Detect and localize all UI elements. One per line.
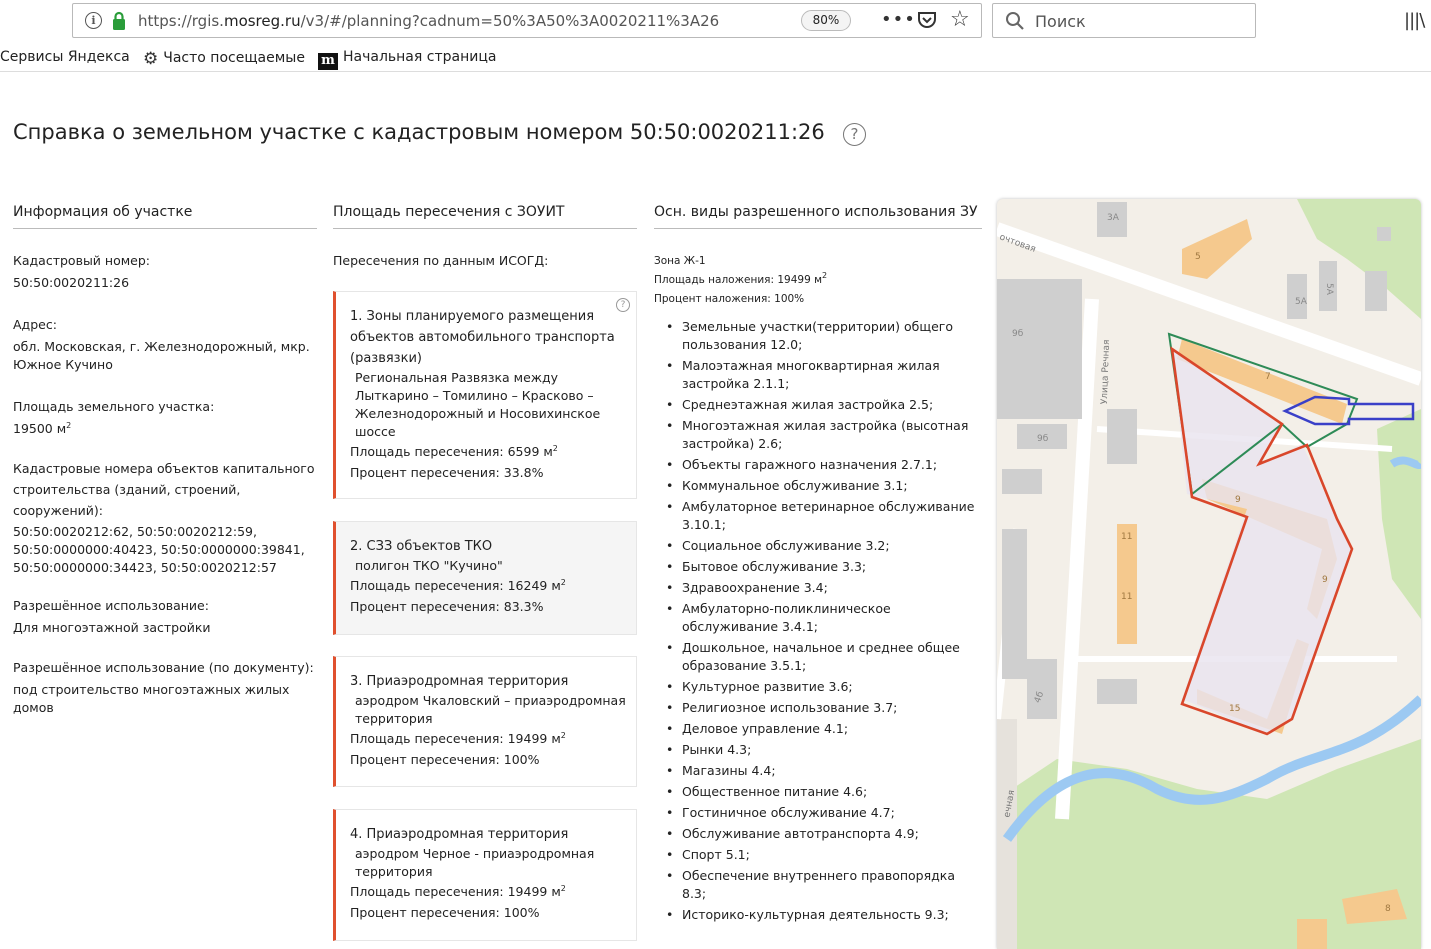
use-label: Разрешённое использование: — [13, 598, 209, 613]
map-label: 9б — [1012, 329, 1024, 339]
list-item: • Рынки 4.3; — [666, 741, 982, 759]
info-area — [13, 398, 323, 438]
green-area — [1297, 199, 1421, 319]
map-label: 3А — [1107, 213, 1119, 223]
intersect-card[interactable] — [333, 521, 637, 635]
bookmark-label: Начальная страница — [343, 49, 497, 65]
doc-label: Разрешённое использование (по документу): — [13, 660, 314, 675]
building — [1297, 919, 1327, 949]
card-pct: Процент пересечения: 83.3% — [350, 599, 544, 614]
m-logo-icon: m — [318, 53, 338, 70]
green-area — [1377, 409, 1421, 619]
card-pct: Процент пересечения: 100% — [350, 905, 540, 920]
lock-icon[interactable] — [111, 11, 127, 31]
card-area — [350, 575, 626, 596]
zone-area — [654, 271, 827, 290]
card-desc: Региональная Развязка между Лыткарино – Томилино – Красково – Железнодорожный и Носовихинское шоссе — [355, 370, 601, 439]
map-label: 7 — [1265, 372, 1271, 382]
pocket-icon[interactable] — [917, 10, 937, 30]
help-icon[interactable]: ? — [843, 123, 866, 146]
zone-area-sup: 2 — [822, 271, 828, 280]
list-item: • Спорт 5.1; — [666, 846, 982, 864]
use-value: Для многоэтажной застройки — [13, 620, 211, 635]
card-desc: аэродром Черное - приаэродромная территория — [355, 846, 595, 879]
building — [1107, 409, 1137, 464]
zoom-badge[interactable]: 80% — [801, 10, 851, 31]
addr-value: обл. Московская, г. Железнодорожный, мкр. Южное Кучино — [13, 339, 310, 372]
area-sup: 2 — [66, 421, 72, 430]
building — [1365, 271, 1387, 311]
zone-name: Зона Ж-1 — [654, 255, 706, 267]
intersect-card[interactable] — [333, 809, 637, 941]
bookmark-frequent[interactable] — [143, 49, 305, 69]
info-icon[interactable]: i — [85, 12, 102, 29]
list-item: • Объекты гаражного назначения 2.7.1; — [666, 456, 982, 474]
map-canvas[interactable] — [997, 199, 1421, 949]
cad-label: Кадастровый номер: — [13, 253, 150, 268]
building — [1027, 659, 1057, 719]
card-area-sup: 2 — [560, 578, 566, 587]
list-item: • Малоэтажная многоквартирная жилая застройка 2.1.1; — [666, 357, 982, 393]
info-use — [13, 597, 323, 637]
card-area-text: Площадь пересечения: 19499 м — [350, 884, 561, 899]
oks-value: 50:50:0020212:62, 50:50:0020212:59, 50:50:0000000:40423, 50:50:0000000:39841, 50:50:0000000:34423, 50:50:0020212:57 — [13, 524, 305, 575]
building — [997, 279, 1082, 419]
card-desc: полигон ТКО "Кучино" — [355, 558, 503, 573]
info-oks — [13, 458, 323, 577]
list-item: • Бытовое обслуживание 3.3; — [666, 558, 982, 576]
card-area-sup: 2 — [560, 884, 566, 893]
list-item: • Социальное обслуживание 3.2; — [666, 537, 982, 555]
street-label: очтовая — [997, 232, 1037, 255]
list-item: • Земельные участки(территории) общего пользования 12.0; — [666, 318, 982, 354]
list-item: • Коммунальное обслуживание 3.1; — [666, 477, 982, 495]
info-addr — [13, 316, 323, 374]
more-actions-icon[interactable]: ••• — [881, 9, 916, 30]
map-label: 8 — [1385, 904, 1391, 914]
card-area — [350, 441, 626, 462]
list-item: • Обслуживание автотранспорта 4.9; — [666, 825, 982, 843]
building — [1182, 219, 1252, 279]
map-label: 9 — [1235, 495, 1241, 505]
oks-label: Кадастровые номера объектов капитального строительства (зданий, строений, сооружений): — [13, 461, 315, 518]
intersect-card[interactable] — [333, 656, 637, 787]
cad-value: 50:50:0020211:26 — [13, 275, 130, 290]
intersect-card[interactable] — [333, 291, 637, 499]
card-pct: Процент пересечения: 100% — [350, 752, 540, 767]
map-label: 9 — [1322, 575, 1328, 585]
card-area — [350, 728, 626, 749]
card-area-text: Площадь пересечения: 19499 м — [350, 731, 561, 746]
info-cad — [13, 252, 323, 292]
building — [1002, 469, 1042, 494]
building — [1097, 679, 1137, 704]
zone-pct: Процент наложения: 100% — [654, 293, 805, 305]
card-area-text: Площадь пересечения: 6599 м — [350, 444, 553, 459]
search-placeholder: Поиск — [1035, 12, 1086, 31]
card-title: 3. Приаэродромная территория — [350, 674, 569, 689]
info-doc — [13, 659, 323, 717]
card-area-sup: 2 — [552, 444, 558, 453]
list-item: • Среднеэтажная жилая застройка 2.5; — [666, 396, 982, 414]
gear-icon: ⚙ — [143, 49, 159, 69]
list-item: • Культурное развитие 3.6; — [666, 678, 982, 696]
list-item: • Дошкольное, начальное и среднее общее образование 3.5.1; — [666, 639, 982, 675]
list-item: • Амбулаторно-поликлиническое обслуживание 3.4.1; — [666, 600, 982, 636]
intersect-header: Площадь пересечения с ЗОУИТ — [333, 204, 637, 229]
map-label: 5 — [1195, 252, 1201, 262]
bookmark-yandex[interactable] — [0, 49, 130, 65]
list-item: • Гостиничное обслуживание 4.7; — [666, 804, 982, 822]
search-icon — [1005, 11, 1025, 31]
list-item: • Здравоохранение 3.4; — [666, 579, 982, 597]
uses-header: Осн. виды разрешенного использования ЗУ — [654, 204, 982, 229]
pointer-arrow — [1285, 397, 1413, 424]
map-label: 11 — [1121, 532, 1133, 542]
card-pct: Процент пересечения: 33.8% — [350, 465, 544, 480]
map-label: 11 — [1121, 592, 1133, 602]
area-value — [13, 420, 323, 438]
zone-info — [654, 252, 827, 309]
street-label: ечная — [1002, 789, 1018, 819]
parcel-info — [13, 252, 323, 737]
list-item: • Религиозное использование 3.7; — [666, 699, 982, 717]
list-item: • Общественное питание 4.6; — [666, 783, 982, 801]
bookmarks-bar — [0, 44, 1431, 72]
building — [1002, 529, 1027, 679]
building — [1377, 227, 1391, 241]
area-label: Площадь земельного участка: — [13, 399, 215, 414]
url-text[interactable] — [138, 12, 719, 30]
list-item: • Амбулаторное ветеринарное обслуживание 3.10.1; — [666, 498, 982, 534]
list-item: • Многоэтажная жилая застройка (высотная застройка) 2.6; — [666, 417, 982, 453]
isogd-label: Пересечения по данным ИСОГД: — [333, 253, 549, 268]
library-icon[interactable]: |||\ — [1404, 10, 1425, 31]
bookmark-home[interactable] — [318, 49, 496, 70]
map-label: 9б — [1037, 434, 1049, 444]
card-desc: аэродром Чкаловский – приаэродромная территория — [355, 693, 626, 726]
card-help-icon[interactable]: ? — [616, 298, 630, 312]
page-title: Справка о земельном участке с кадастровым номером 50:50:0020211:26 — [13, 120, 825, 144]
info-header: Информация об участке — [13, 204, 317, 229]
list-item: • Деловое управление 4.1; — [666, 720, 982, 738]
parcel-map[interactable] — [997, 199, 1421, 949]
zone-area-text: Площадь наложения: 19499 м — [654, 274, 823, 286]
map-label: 5А — [1324, 283, 1334, 295]
list-item: • Магазины 4.4; — [666, 762, 982, 780]
map-label: 4б — [1032, 690, 1047, 705]
card-area — [350, 881, 626, 902]
building — [1117, 524, 1137, 644]
url-domain: mosreg.ru — [223, 12, 301, 30]
bookmark-label: Часто посещаемые — [163, 50, 305, 66]
uses-list — [666, 318, 982, 927]
area-number: 19500 м — [13, 421, 67, 436]
map-label: 5А — [1295, 297, 1307, 307]
list-item: • Обеспечение внутреннего правопорядка 8.3; — [666, 867, 982, 903]
street-label: Улица Речная — [1099, 339, 1113, 405]
search-bar[interactable] — [992, 3, 1256, 38]
url-rest: /v3/#/planning?cadnum=50%3A50%3A0020211%3A26 — [300, 12, 720, 30]
bookmark-star-icon[interactable]: ☆ — [950, 7, 970, 32]
card-title: 2. СЗЗ объектов ТКО — [350, 539, 493, 554]
river — [1392, 460, 1421, 465]
addr-label: Адрес: — [13, 317, 57, 332]
list-item: • Историко-культурная деятельность 9.3; — [666, 906, 982, 924]
url-prefix: https://rgis. — [138, 12, 224, 30]
url-bar[interactable] — [72, 3, 982, 38]
card-title: 1. Зоны планируемого размещения объектов автомобильного транспорта (развязки) — [350, 309, 615, 366]
card-area-text: Площадь пересечения: 16249 м — [350, 578, 561, 593]
card-area-sup: 2 — [560, 731, 566, 740]
doc-value: под строительство многоэтажных жилых домов — [13, 682, 290, 715]
card-title: 4. Приаэродромная территория — [350, 827, 569, 842]
map-label: 15 — [1229, 704, 1241, 714]
bookmark-label: Сервисы Яндекса — [0, 49, 130, 65]
